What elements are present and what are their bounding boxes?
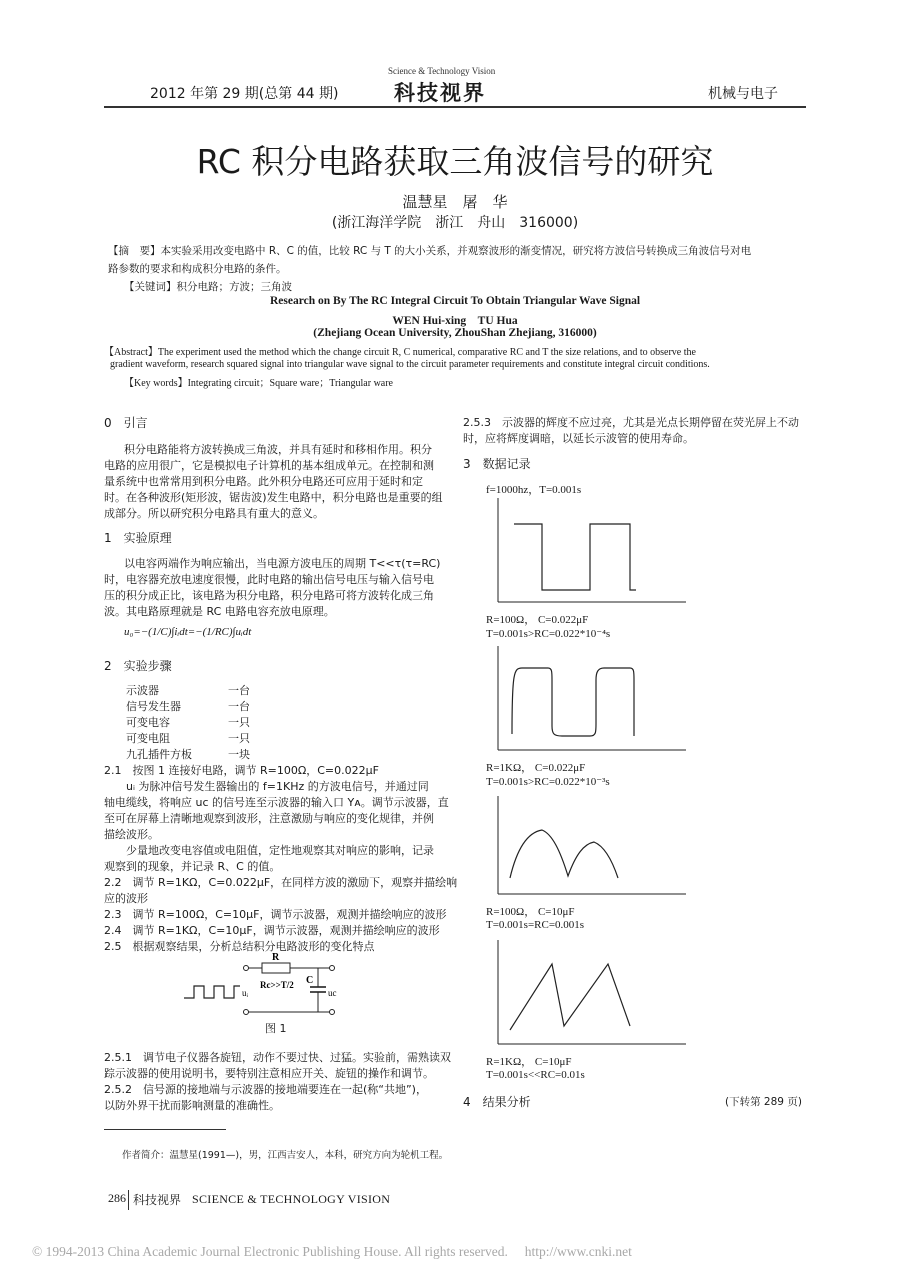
journal-title: 科技视界 bbox=[394, 81, 486, 105]
header-rule bbox=[104, 106, 806, 108]
integral-formula: u₀=−(1/C)∫iᵢdt=−(1/RC)∫uᵢdt bbox=[124, 626, 252, 638]
input-terminal-top bbox=[244, 966, 249, 971]
response-waveform bbox=[510, 964, 630, 1030]
footer-divider bbox=[128, 1190, 129, 1210]
rc-circuit-diagram bbox=[180, 950, 360, 1022]
page-number: 286 bbox=[108, 1191, 126, 1205]
response-waveform bbox=[514, 524, 636, 590]
step-text: 时，应将辉度调暗，以延长示波管的使用寿命。 bbox=[463, 432, 694, 445]
chart-4-time: T=0.001s<<RC=0.01s bbox=[486, 1069, 585, 1081]
frequency-label: f=1000hz，T=0.001s bbox=[486, 484, 582, 496]
continued-note: (下转第 289 页) bbox=[725, 1096, 802, 1108]
chart-1-time: T=0.001s>RC=0.022*10⁻⁴s bbox=[486, 628, 611, 640]
waveform-chart-3 bbox=[488, 794, 688, 898]
step-2-5-3: 2.5.3 示波器的辉度不应过亮，尤其是光点长期停留在荧光屏上不动 bbox=[463, 416, 799, 429]
input-voltage-label: uᵢ bbox=[242, 988, 248, 998]
capacitor-label: C bbox=[306, 975, 314, 986]
equipment-name: 信号发生器 bbox=[126, 700, 181, 713]
section-1-heading: 1 实验原理 bbox=[104, 531, 172, 545]
footer-journal: 科技视界 bbox=[133, 1193, 182, 1207]
affiliation: (浙江海洋学院 浙江 舟山 316000) bbox=[331, 215, 579, 231]
chart-3-time: T=0.001s=RC=0.001s bbox=[486, 919, 585, 931]
equipment-qty: 一只 bbox=[228, 732, 250, 745]
equipment-name: 可变电阻 bbox=[126, 732, 170, 745]
copyright-notice: © 1994-2013 China Academic Journal Electronic Publishing House. All rights reserved. http://www.cnki.net bbox=[32, 1244, 632, 1259]
waveform-chart-1 bbox=[488, 496, 688, 608]
section-2-heading: 2 实验步骤 bbox=[104, 659, 172, 673]
footer-journal-en: SCIENCE & TECHNOLOGY VISION bbox=[192, 1192, 391, 1206]
footnote-rule bbox=[104, 1129, 226, 1130]
step-2-5-2: 2.5.2 信号源的接地端与示波器的接地端要连在一起(称“共地”)， bbox=[104, 1083, 427, 1096]
step-text: 轴电缆线，将响应 uc 的信号连至示波器的输入口 Yᴀ。调节示波器，直 bbox=[104, 796, 449, 809]
principle-line: 时，电容器充放电速度很慢，此时电路的输出信号电压与输入信号电 bbox=[104, 573, 434, 586]
chart-2-params: R=1KΩ， C=0.022μF bbox=[486, 762, 586, 774]
resistor-label: R bbox=[272, 952, 280, 963]
step-2-4: 2.4 调节 R=1KΩ，C=10μF，调节示波器，观测并描绘响应的波形 bbox=[104, 924, 440, 937]
abstract-cn-line-1: 【摘 要】本实验采用改变电路中 R、C 的值，比较 RC 与 T 的大小关系，并观察波形的渐变情况，研究将方波信号转换成三角波信号对电 bbox=[108, 245, 752, 257]
figure-caption: 图 1 bbox=[265, 1022, 287, 1035]
waveform-chart-4 bbox=[488, 938, 688, 1050]
input-terminal-bottom bbox=[244, 1010, 249, 1015]
intro-line: 成部分。所以研究积分电路具有重大的意义。 bbox=[104, 507, 324, 520]
equipment-name: 九孔插件方板 bbox=[126, 748, 192, 761]
author-note: 作者简介：温慧星(1991—)，男，江西吉安人，本科，研究方向为轮机工程。 bbox=[122, 1150, 449, 1161]
step-text: 踪示波器的使用说明书，要特别注意相应开关、旋钮的操作和调节。 bbox=[104, 1067, 434, 1080]
step-text: uᵢ 为脉冲信号发生器输出的 f=1KHz 的方波电信号，并通过同 bbox=[126, 780, 429, 793]
abstract-cn-line-2: 路参数的要求和构成积分电路的条件。 bbox=[108, 263, 287, 275]
intro-line: 电路的应用很广，它是模拟电子计算机的基本组成单元。在控制和测 bbox=[104, 459, 434, 472]
equipment-name: 示波器 bbox=[126, 684, 159, 697]
step-text: 至可在屏幕上清晰地观察到波形，注意激励与响应的变化规律，并例 bbox=[104, 812, 434, 825]
intro-line: 积分电路能将方波转换成三角波，并具有延时和移相作用。积分 bbox=[124, 443, 432, 456]
output-terminal-top bbox=[330, 966, 335, 971]
chart-3-params: R=100Ω， C=10μF bbox=[486, 906, 575, 918]
chart-2-time: T=0.001s>RC=0.022*10⁻³s bbox=[486, 776, 610, 788]
authors: 温慧星 屠 华 bbox=[402, 193, 508, 211]
keywords-en: 【Key words】Integrating circuit；Square ware；Triangular ware bbox=[124, 378, 393, 389]
abstract-en-line-2: gradient waveform, research squared signal into triangular wave signal to the circuit parameter requirements and constitute integral circuit conditions. bbox=[110, 359, 710, 370]
journal-english-name: Science & Technology Vision bbox=[388, 66, 496, 76]
step-2-5-1: 2.5.1 调节电子仪器各旋钮，动作不要过快、过猛。实验前，需熟读双 bbox=[104, 1051, 451, 1064]
equipment-qty: 一块 bbox=[228, 748, 250, 761]
chart-4-params: R=1KΩ， C=10μF bbox=[486, 1056, 572, 1068]
column-label: 机械与电子 bbox=[708, 86, 778, 102]
equipment-name: 可变电容 bbox=[126, 716, 170, 729]
output-terminal-bottom bbox=[330, 1010, 335, 1015]
step-text: 以防外界干扰而影响测量的准确性。 bbox=[104, 1099, 280, 1112]
keywords-cn: 【关键词】积分电路；方波；三角波 bbox=[124, 281, 292, 293]
step-2-1: 2.1 按图 1 连接好电路，调节 R=100Ω，C=0.022μF bbox=[104, 764, 379, 777]
affiliation-en: (Zhejiang Ocean University, ZhouShan Zhejiang, 316000) bbox=[313, 327, 597, 339]
section-4-heading: 4 结果分析 bbox=[463, 1095, 531, 1109]
response-waveform bbox=[510, 830, 618, 878]
section-0-heading: 0 引言 bbox=[104, 416, 148, 430]
square-wave-input-icon bbox=[184, 986, 240, 998]
step-text: 观察到的现象，并记录 R、C 的值。 bbox=[104, 860, 281, 873]
equipment-qty: 一台 bbox=[228, 700, 250, 713]
principle-line: 波。其电路原理就是 RC 电路电容充放电原理。 bbox=[104, 605, 335, 618]
waveform-chart-2 bbox=[488, 644, 688, 756]
resistor-symbol bbox=[262, 963, 290, 973]
step-text: 少量地改变电容值或电阻值，定性地观察其对响应的影响，记录 bbox=[126, 844, 434, 857]
section-3-heading: 3 数据记录 bbox=[463, 457, 531, 471]
response-waveform bbox=[512, 668, 634, 736]
intro-line: 时。在各种波形(矩形波，锯齿波)发生电路中，积分电路也是重要的组 bbox=[104, 491, 443, 504]
output-voltage-label: uc bbox=[328, 988, 337, 998]
principle-line: 以电容两端作为响应输出，当电源方波电压的周期 T<<τ(τ=RC) bbox=[124, 557, 441, 570]
equipment-qty: 一台 bbox=[228, 684, 250, 697]
step-text: 应的波形 bbox=[104, 892, 148, 905]
equipment-qty: 一只 bbox=[228, 716, 250, 729]
issue-label: 2012 年第 29 期(总第 44 期) bbox=[150, 86, 339, 102]
step-2-5: 2.5 根据观察结果，分析总结积分电路波形的变化特点 bbox=[104, 940, 375, 953]
chart-1-params: R=100Ω， C=0.022μF bbox=[486, 614, 589, 626]
abstract-en-line-1: 【Abstract】The experiment used the method which the change circuit R, C numerical, comparative RC and T the size relations, and to observe the bbox=[104, 347, 696, 358]
article-title: RC 积分电路获取三角波信号的研究 bbox=[196, 142, 714, 181]
step-text: 描绘波形。 bbox=[104, 828, 159, 841]
title-en: Research on By The RC Integral Circuit To Obtain Triangular Wave Signal bbox=[269, 295, 641, 307]
authors-en: WEN Hui-xing TU Hua bbox=[392, 315, 518, 327]
step-2-2: 2.2 调节 R=1KΩ，C=0.022μF，在同样方波的激励下，观察并描绘响 bbox=[104, 876, 458, 889]
step-2-3: 2.3 调节 R=100Ω，C=10μF，调节示波器，观测并描绘响应的波形 bbox=[104, 908, 447, 921]
intro-line: 量系统中也常常用到积分电路。此外积分电路还可应用于延时和定 bbox=[104, 475, 423, 488]
condition-label: Rc>>T/2 bbox=[260, 980, 294, 990]
principle-line: 压的积分成正比，该电路为积分电路，积分电路可将方波转化成三角 bbox=[104, 589, 434, 602]
